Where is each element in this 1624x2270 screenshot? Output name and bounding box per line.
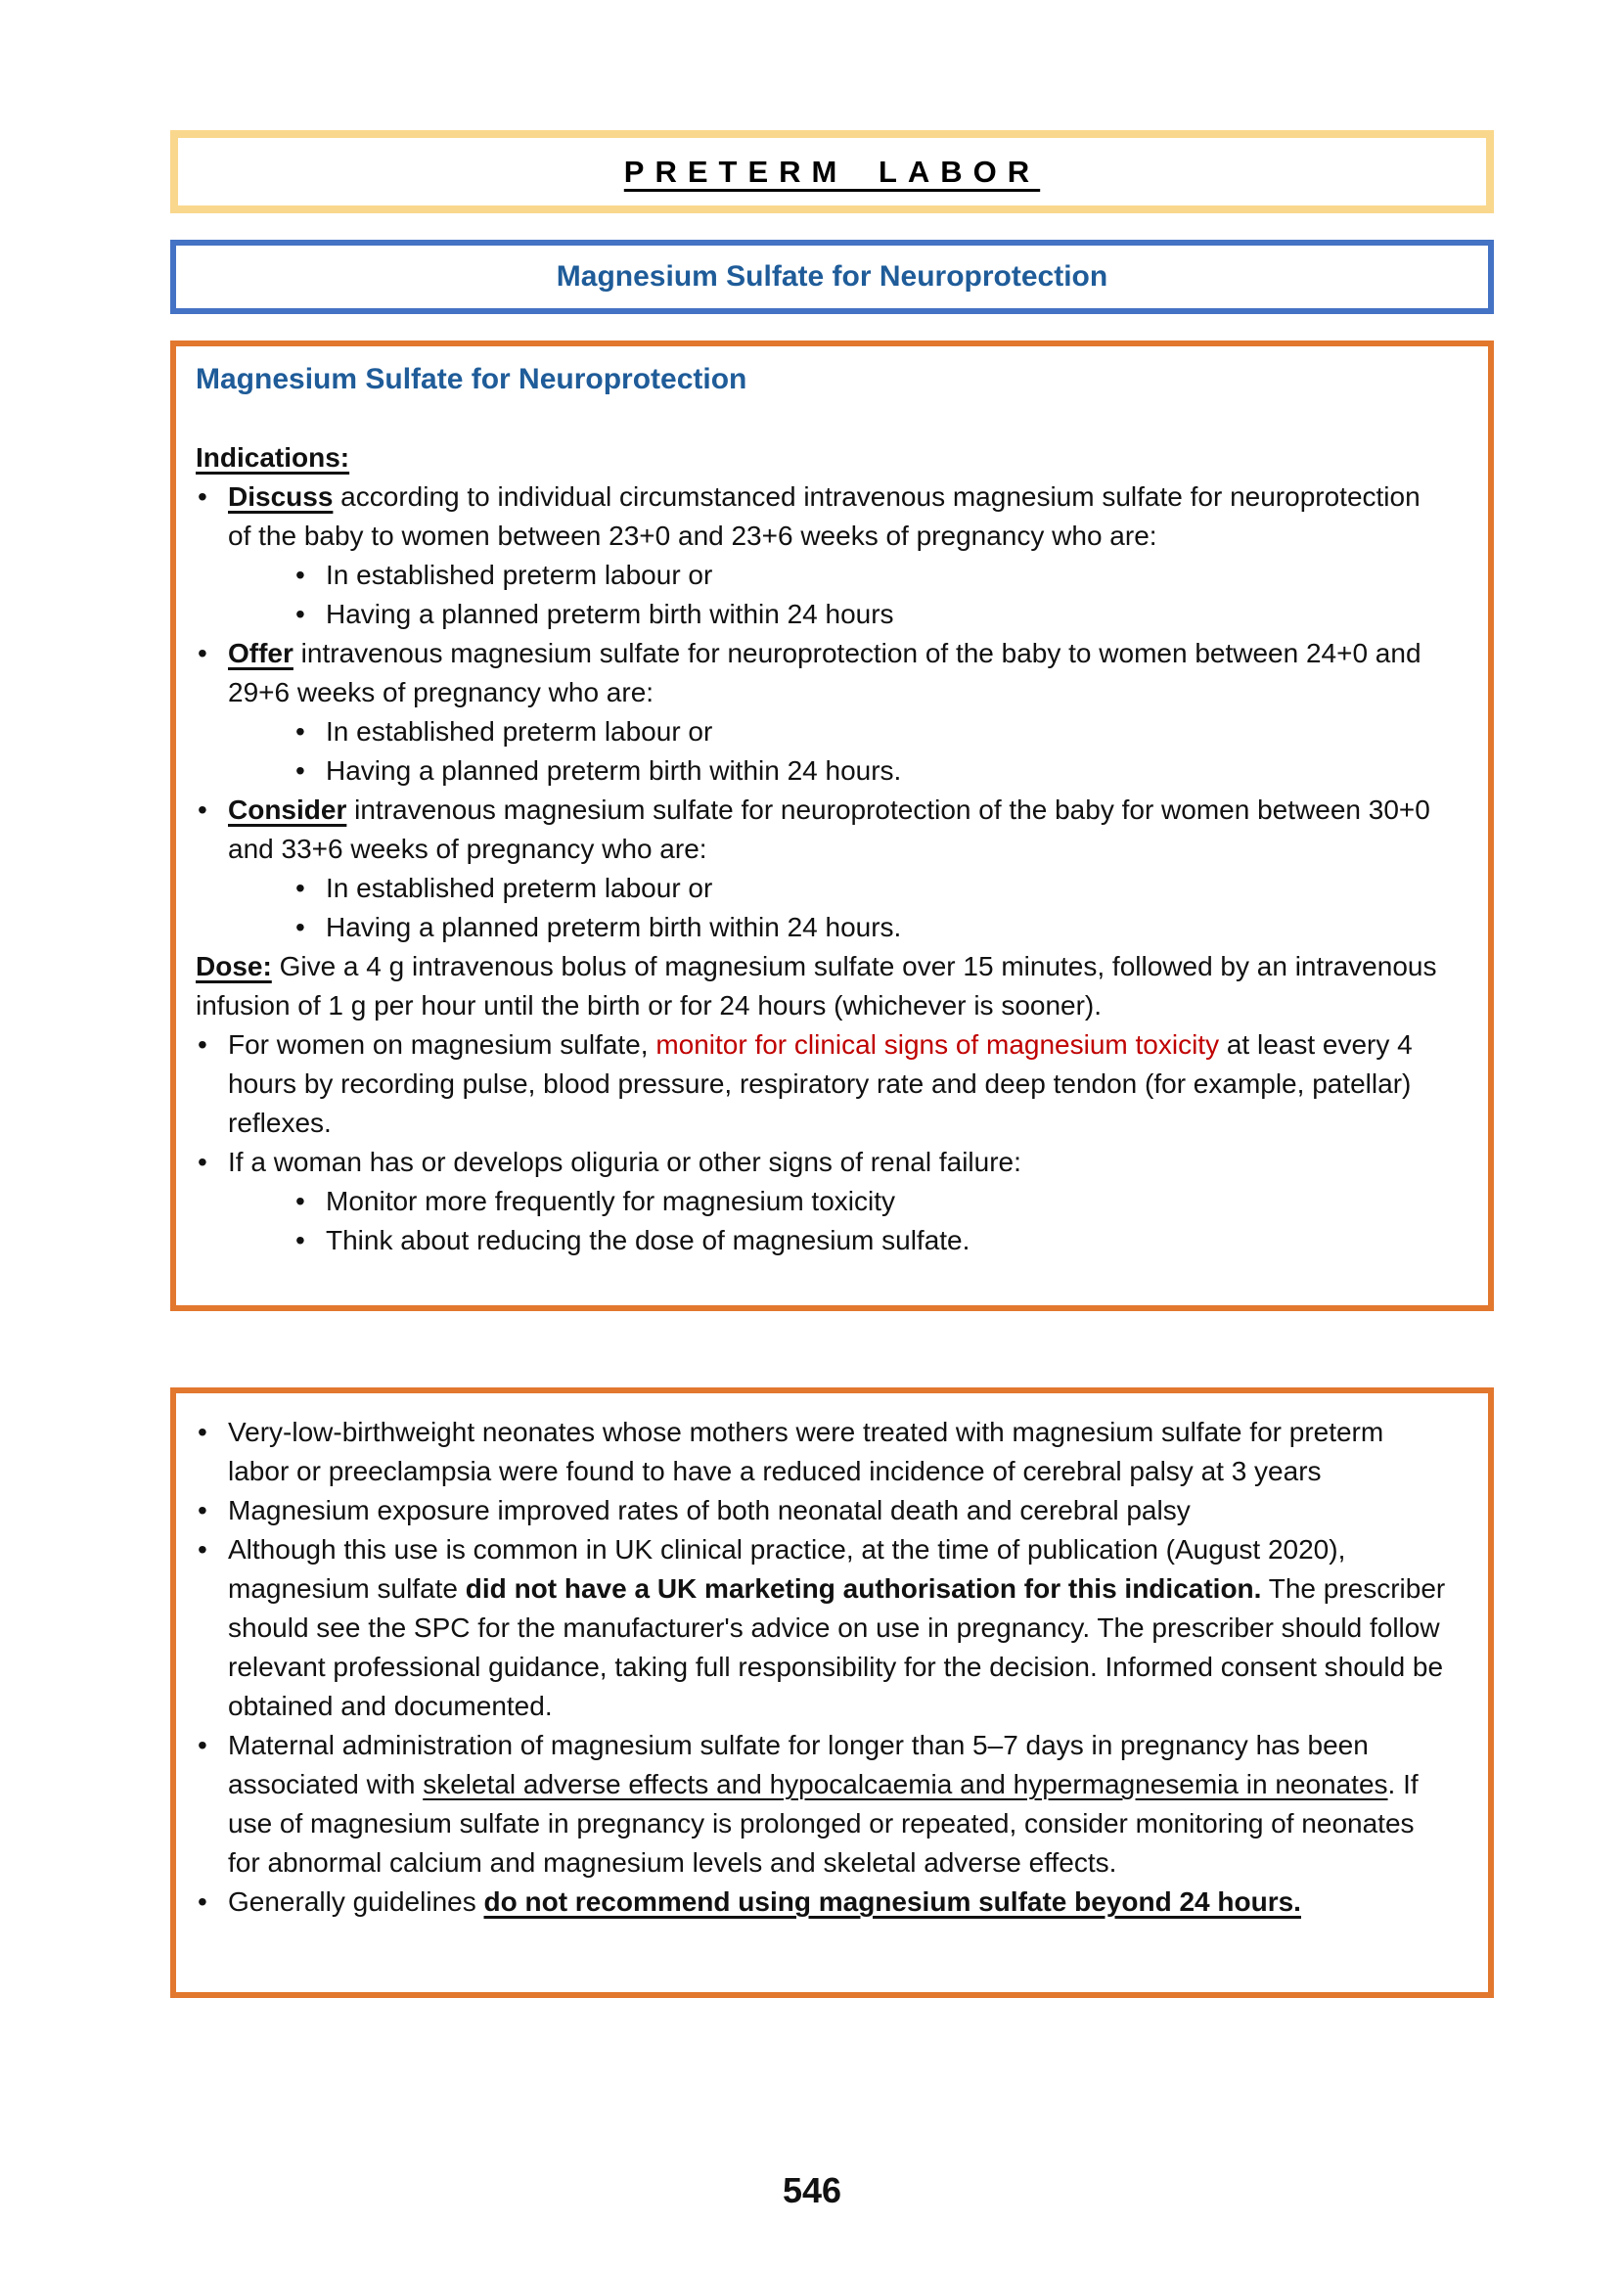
page-number: 546 bbox=[782, 2170, 842, 2210]
text-run: . If use of magnesium sulfate in pregnancy is prolonged or repeated, consider monitoring of neonates for abnormal calcium and magnesium levels and skeletal adverse effects. bbox=[228, 1769, 1419, 1878]
text-run: Offer bbox=[228, 638, 293, 668]
text-run: If a woman has or develops oliguria or other signs of renal failure: bbox=[228, 1147, 1021, 1177]
evidence-notes-box bbox=[170, 1387, 1494, 1998]
preterm-labor-title-box bbox=[170, 130, 1494, 213]
text-run: Monitor more frequently for magnesium toxicity bbox=[326, 1186, 895, 1216]
text-run: monitor for clinical signs of magnesium toxicity bbox=[655, 1029, 1220, 1060]
text-run: Consider bbox=[228, 794, 347, 825]
bullet-item bbox=[293, 751, 1449, 791]
text-run: Generally guidelines bbox=[228, 1886, 484, 1917]
text-run: Although this use is common in UK clinical practice, at the time of publication (August 2020), magnesium sulfate bbox=[228, 1534, 1346, 1604]
blank-line bbox=[196, 399, 1449, 438]
text-run: Very-low-birthweight neonates whose mothers were treated with magnesium sulfate for preterm labor or preeclampsia were found to have a reduced incidence of cerebral palsy at 3 years bbox=[228, 1417, 1384, 1486]
paragraph bbox=[196, 438, 1449, 477]
text-run: For women on magnesium sulfate, bbox=[228, 1029, 656, 1060]
bullet-item bbox=[293, 908, 1449, 947]
bullet-item bbox=[196, 1025, 1449, 1143]
bullet-item bbox=[196, 1143, 1449, 1182]
text-run: Having a planned preterm birth within 24 hours. bbox=[326, 912, 902, 942]
bullet-item bbox=[293, 1182, 1449, 1221]
section-title: Magnesium Sulfate for Neuroprotection bbox=[556, 260, 1108, 293]
text-run: Maternal administration of magnesium sulfate for longer than 5–7 days in pregnancy has been associated with bbox=[228, 1730, 1369, 1799]
text-run: do not recommend using magnesium sulfate beyond 24 hours. bbox=[483, 1886, 1301, 1917]
bullet-item bbox=[196, 1491, 1449, 1530]
paragraph bbox=[196, 947, 1449, 1025]
bullet-item bbox=[293, 1221, 1449, 1260]
text-run: Having a planned preterm birth within 24 hours. bbox=[326, 755, 902, 786]
text-run: In established preterm labour or bbox=[326, 560, 713, 590]
section-title-box bbox=[170, 240, 1494, 314]
box-heading bbox=[196, 360, 1449, 399]
bullet-item bbox=[293, 556, 1449, 595]
text-run: Magnesium exposure improved rates of both neonatal death and cerebral palsy bbox=[228, 1495, 1191, 1525]
text-run: Think about reducing the dose of magnesium sulfate. bbox=[326, 1225, 970, 1255]
text-run: In established preterm labour or bbox=[326, 716, 713, 747]
bullet-item bbox=[196, 791, 1449, 869]
bullet-item bbox=[293, 595, 1449, 634]
text-run: intravenous magnesium sulfate for neuroprotection of the baby for women between 30+0 and 33+6 weeks of pregnancy who are: bbox=[228, 794, 1430, 864]
page-title: PRETERM LABOR bbox=[623, 154, 1041, 189]
bullet-item bbox=[196, 1726, 1449, 1883]
bullet-item bbox=[293, 712, 1449, 751]
text-run: Give a 4 g intravenous bolus of magnesium sulfate over 15 minutes, followed by an intravenous infusion of 1 g per hour until the birth or for 24 hours (whichever is sooner). bbox=[196, 951, 1437, 1021]
bullet-item bbox=[196, 1413, 1449, 1491]
text-run: skeletal adverse effects and hypocalcaemia and hypermagnesemia in neonates bbox=[423, 1769, 1388, 1799]
bullet-item bbox=[293, 869, 1449, 908]
text-run: Magnesium Sulfate for Neuroprotection bbox=[196, 363, 747, 395]
text-run: The prescriber should see the SPC for the manufacturer's advice on use in pregnancy. The prescriber should follow relevant professional guidance, taking full responsibility for the decision. Informed consent should be obtained and documented. bbox=[228, 1573, 1446, 1721]
bullet-item bbox=[196, 1530, 1449, 1726]
bullet-item bbox=[196, 477, 1449, 556]
text-run: according to individual circumstanced intravenous magnesium sulfate for neuroprotection of the baby to women between 23+0 and 23+6 weeks of pregnancy who are: bbox=[228, 481, 1421, 551]
text-run: Indications: bbox=[196, 442, 350, 473]
text-run: intravenous magnesium sulfate for neuroprotection of the baby to women between 24+0 and 29+6 weeks of pregnancy who are: bbox=[228, 638, 1421, 707]
text-run: at least every 4 hours by recording pulse, blood pressure, respiratory rate and deep tendon (for example, patellar) reflexes. bbox=[228, 1029, 1413, 1138]
neuroprotection-guideline-box bbox=[170, 340, 1494, 1311]
text-run: Having a planned preterm birth within 24 hours bbox=[326, 599, 894, 629]
text-run: In established preterm labour or bbox=[326, 873, 713, 903]
bullet-item bbox=[196, 1883, 1449, 1922]
text-run: did not have a UK marketing authorisation for this indication. bbox=[465, 1573, 1262, 1604]
text-run: Discuss bbox=[228, 481, 334, 512]
bullet-item bbox=[196, 634, 1449, 712]
text-run: Dose: bbox=[196, 951, 272, 981]
